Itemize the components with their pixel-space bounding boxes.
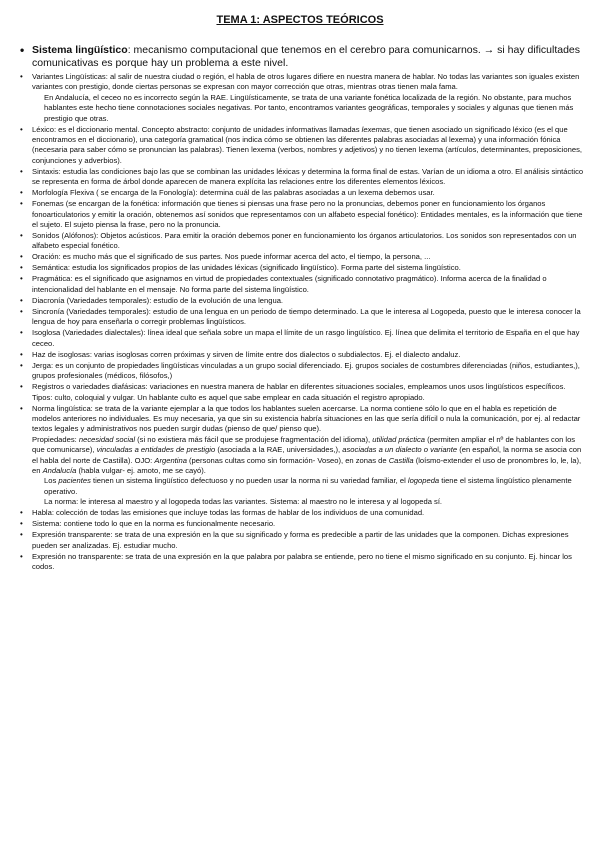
list-item-sintaxis: • Sintaxis: estudia las condiciones bajo las que se combinan las unidades léxicas y determina la forma final de estas. Varían de un idioma a otro. El análisis sintáctico se representa en forma de árbol donde aparecen de manera explícita las relaciones entre los diferentes elementos léxicos. <box>20 167 586 188</box>
list-item-norma <box>20 404 586 508</box>
prop-text-10: (personas cultas como sin formación- Voseo), en zonas de <box>186 455 389 465</box>
lead-text: : mecanismo computacional que tenemos en el cerebro para comunicarnos. → si hay dificultades comunicativas es porque hay un problema a este nivel. <box>32 44 581 69</box>
pac-text-1: Los <box>44 476 59 486</box>
lead-paragraph <box>20 44 600 70</box>
list-item-haz-isoglosas: • Haz de isoglosas: varias isoglosas corren próximas y sirven de límite entre dos dialectos o subdialectos. Ej. el dialecto andaluz. <box>20 350 586 360</box>
prop-andalucia: Andalucía <box>42 465 77 475</box>
lexico-text-b: , que tienen asociado un significado léxico (es el que encontramos en el diccionario), una categoría gramatical (nos indica cómo se obtienen las diferentes palabras asociadas al lexema) y una información fónica (necesaria para saber cómo se pronuncian las palabras). Tienen lexema (verbos, nombres y adjetivos) y no tienen lexema (artículos, determinantes, preposiciones, conjunciones y adverbios). <box>32 124 582 165</box>
lead-term: Sistema lingüístico <box>32 44 128 56</box>
pac-text-5: tiene el sistema lingüístico plenamente operativo. <box>44 476 572 496</box>
list-item-semantica: • Semántica: estudia los significados propios de las unidades léxicas (significado lingüístico). Forma parte del sistema lingüístico. <box>20 263 586 273</box>
norma-interes: La norma: le interesa al maestro y al logopeda todas las variantes. Sistema: al maestro no le interesa y al logopeda sí. <box>44 497 443 507</box>
list-item-diacronia: • Diacronía (Variedades temporales): estudio de la evolución de una lengua. <box>20 296 586 306</box>
list-item-jerga: • Jerga: es un conjunto de propiedades lingüísticas vinculadas a un grupo social diferenciado. Ej. grupos sociales de costumbres diferenciadas (niños, estudiantes,), grupos profesionales (médicos, filósofos,) <box>20 361 586 382</box>
list-item-oracion: • Oración: es mucho más que el significado de sus partes. Nos puede informar acerca del acto, el tiempo, la persona, ... <box>20 252 586 262</box>
prop-prestigio: vinculadas a entidades de prestigio <box>96 445 216 455</box>
norma-pacientes <box>32 476 586 497</box>
list-item-pragmatica: • Pragmática: es el significado que asignamos en virtud de propiedades contextuales (significado connotativo pragmático). Informa acerca de la finalidad o intencionalidad del hablante en el mensaje. No forma parte del sistema lingüístico. <box>20 274 586 295</box>
prop-text-2: (si no existiera más fácil que se produjese fragmentación del idioma), <box>135 434 373 444</box>
list-item-expresion-transparente: • Expresión transparente: se trata de una expresión en la que su significado y forma es predecible a partir de las unidades que la componen. Dichas expresiones pueden ser analizadas. Ej. estudiar mucho. <box>20 530 586 551</box>
prop-necesidad: necesidad social <box>78 434 136 444</box>
prop-text-14: (habla vulgar- ej. amoto, me se cayó). <box>76 465 206 475</box>
pac-text-3: tienen un sistema lingüístico defectuoso y no pueden usar la norma ni su variedad familiar, el <box>90 476 408 486</box>
list-item-fonemas: • Fonemas (se encargan de la fonética: información que tienes si piensas una frase pero no la pronuncias, debemos poner en funcionamiento los órganos fonoarticulatorios y emitir la oración, obtenemos así sonidos que representamos con un alfabeto especial fonético): Entidades mentales, es la información que tiene el sujeto. El sujeto piensa la frase, pero no la pronuncia. <box>20 199 586 230</box>
prop-argentina: Argentina <box>154 455 187 465</box>
pac-logopeda: logopeda <box>407 476 440 486</box>
prop-text-4: (permiten ampliar el nº de hablantes con los que comunicarse), <box>32 434 576 455</box>
list-item-lexico <box>20 125 586 167</box>
list-item-morfologia: • Morfología Flexiva ( se encarga de la Fonología): determina cuál de las palabras asociadas a un lexema debemos usar. <box>20 188 586 198</box>
list-item-isoglosa: • Isoglosa (Variedades dialectales): línea ideal que señala sobre un mapa el límite de un rasgo lingüístico. Ej. línea que delimita el territorio de España en el que hay ceceo. <box>20 328 586 349</box>
propiedades-label: Propiedades: <box>32 434 79 444</box>
norma-text: • Norma lingüística: se trata de la variante ejemplar a la que todos los hablantes suelen acercarse. La norma contiene sólo lo que en el habla es repetición de modelos anteriores no individuales. Es muy necesaria, ya que sin su existencia habría situaciones en las que sería difícil o nula la comunicación, por ej. al redactar textos legales y administrativos nos pueden surgir dudas (pienso de que/ pienso que). <box>32 403 581 434</box>
page-title: TEMA 1: ASPECTOS TEÓRICOS <box>216 14 384 26</box>
list-item-expresion-no-transparente: • Expresión no transparente: se trata de una expresión en la que palabra por palabra se entiende, pero no tiene el mismo significado en su conjunto. Ej. hincar los codos. <box>20 552 586 573</box>
lexico-lexemas: lexemas <box>361 124 390 134</box>
lexico-text-a: Léxico: es el diccionario mental. Concepto abstracto: conjunto de unidades informativas llamadas <box>32 124 362 134</box>
list-item-registros: • Registros o variedades diafásicas: variaciones en nuestra manera de hablar en diferentes situaciones sociales, empleamos unos usos lingüísticos específicos. Tipos: culto, coloquial y vulgar. Un hablante culto es aquel que sabe emplear en cada situación el registro apropiado. <box>20 382 586 403</box>
prop-dialecto: asociadas a un dialecto o variante <box>342 445 458 455</box>
prop-text-12: (loísmo-extender el uso de pronombres lo, le, la), en <box>32 455 582 475</box>
list-item-variantes <box>20 72 586 124</box>
list-item-sistema: • Sistema: contiene todo lo que en la norma es funcionalmente necesario. <box>20 519 586 529</box>
variantes-andalucia-text: En Andalucía, el ceceo no es incorrecto según la RAE. Lingüísticamente, se trata de una variante fonética localizada de la región. No obstante, para muchos hablantes este hecho tiene connotaciones sociales negativas. Por tanto, encontramos variantes geográficas, temporales y sociales y algunas que tienen más prestigio que otras. <box>44 92 574 123</box>
definitions-list <box>20 72 586 573</box>
variantes-text: • Variantes Lingüísticas: al salir de nuestra ciudad o región, el habla de otros lugares difiere en nuestra manera de hablar. No todas las variantes son iguales existen variantes con prestigio, donde ciertas personas se expresan con mayor corrección que otras, mientras otras tienen mala fama. <box>32 72 580 92</box>
list-item-sincronia: • Sincronía (Variedades temporales): estudio de una lengua en un periodo de tiempo determinado. La que le interesa al Logopeda, puesto que le interesa conocer la lengua de hoy para enseñarla o corregir problemas lingüísticos. <box>20 307 586 328</box>
list-item-habla: • Habla: colección de todas las emisiones que incluye todas las formas de hablar de los individuos de una comunidad. <box>20 508 586 518</box>
norma-propiedades <box>32 435 586 477</box>
prop-text-8: (en español, la norma se asocia con el habla del norte de Castilla). OJO: <box>32 445 582 465</box>
prop-text-6: (asociada a la RAE, universidades,), <box>215 445 343 455</box>
bullet-icon: • <box>20 43 25 57</box>
pac-pacientes: pacientes <box>58 476 91 486</box>
list-item-sonidos: • Sonidos (Alófonos): Objetos acústicos. Para emitir la oración debemos poner en funcionamiento los órganos articulatorios. Los sonidos son representados con un alfabeto especial fonético. <box>20 231 586 252</box>
prop-utilidad: utilidad práctica <box>372 434 426 444</box>
prop-castilla: Castilla <box>388 455 414 465</box>
